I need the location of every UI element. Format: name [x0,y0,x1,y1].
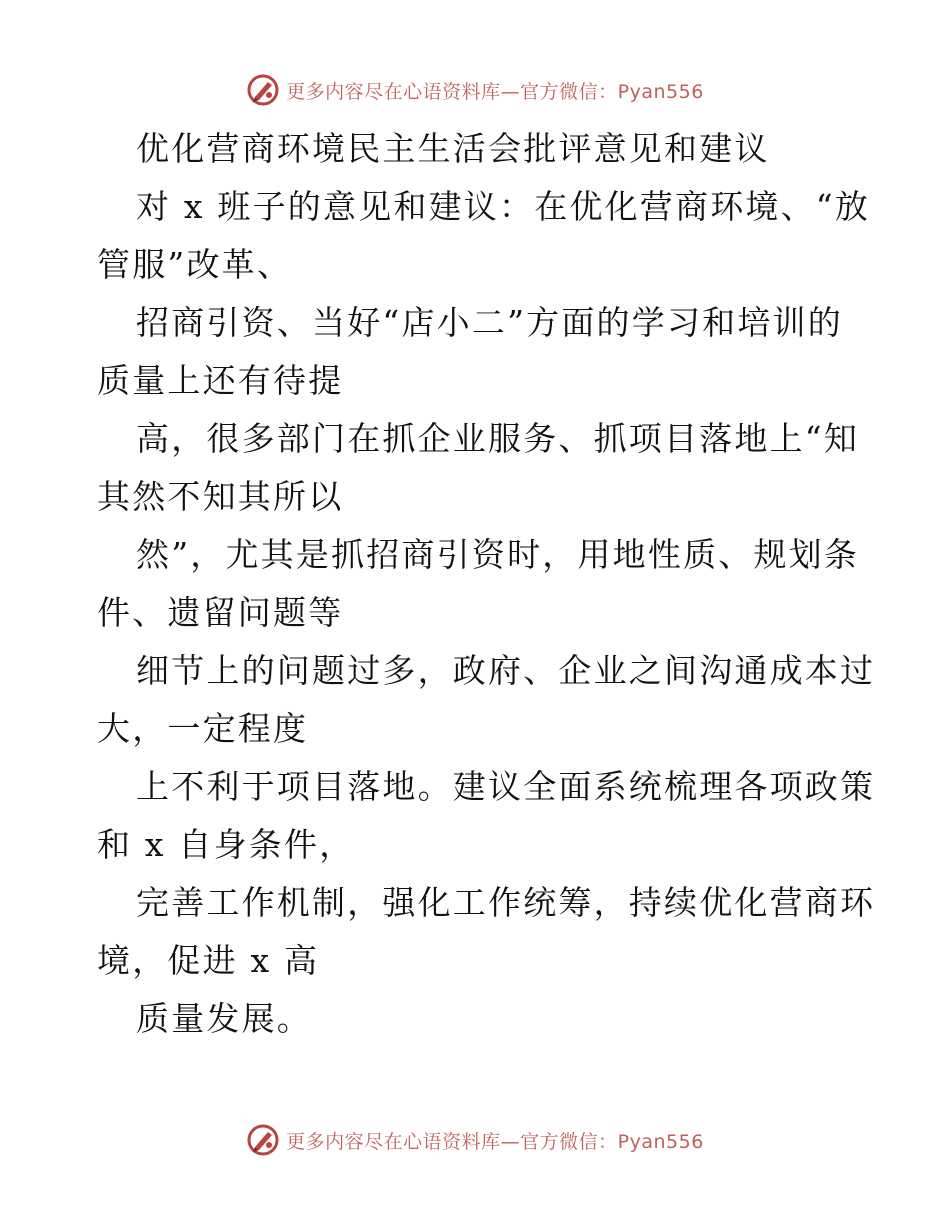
document-body [97,120,876,1048]
footer-watermark [0,1120,950,1160]
paragraph-line: 完善工作机制，强化工作统筹，持续优化营商环 [136,883,876,922]
paragraph-line: 境，促进 x 高 [97,941,320,980]
watermark-text: 更多内容尽在心语资料库—官方微信：Pyan556 [286,80,704,103]
paragraph-line: 上不利于项目落地。建议全面系统梳理各项政策 [136,767,876,806]
paragraph-line: 大，一定程度 [97,709,309,748]
paragraph-line: 招商引资、当好“店小二”方面的学习和培训的 [136,303,843,342]
writing-hand-logo-icon [246,1123,280,1157]
document-title: 优化营商环境民主生活会批评意见和建议 [136,129,770,168]
paragraph-line: 件、遗留问题等 [97,593,344,632]
paragraph-line: 管服”改革、 [97,245,293,284]
paragraph-line: 高，很多部门在抓企业服务、抓项目落地上“知 [136,419,860,458]
paragraph-line: 细节上的问题过多，政府、企业之间沟通成本过 [136,651,876,690]
header-watermark [0,70,950,110]
paragraph-line: 质量上还有待提 [97,361,344,400]
paragraph-line: 对 x 班子的意见和建议：在优化营商环境、“放 [136,187,871,226]
watermark-text: 更多内容尽在心语资料库—官方微信：Pyan556 [286,1130,704,1153]
paragraph-line: 和 x 自身条件， [97,825,355,864]
paragraph-line: 质量发展。 [136,999,312,1038]
paragraph-line: 然”，尤其是抓招商引资时，用地性质、规划条 [136,535,860,574]
paragraph-line: 其然不知其所以 [97,477,344,516]
writing-hand-logo-icon [246,73,280,107]
